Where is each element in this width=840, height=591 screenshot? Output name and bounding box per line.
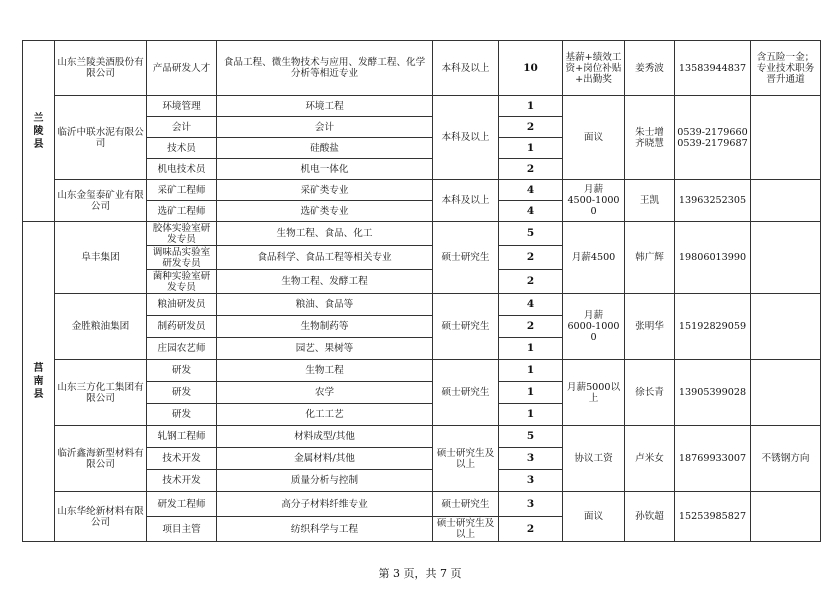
headcount: 1 — [499, 96, 563, 117]
headcount: 1 — [499, 382, 563, 404]
company-name: 临沂中联水泥有限公司 — [55, 96, 147, 180]
headcount: 1 — [499, 338, 563, 360]
position-title: 技术员 — [147, 138, 217, 159]
headcount: 1 — [499, 360, 563, 382]
major-requirement: 选矿类专业 — [217, 201, 433, 222]
contact-person: 卢米女 — [625, 426, 675, 492]
education-requirement: 本科及以上 — [433, 41, 499, 96]
remark — [751, 360, 821, 426]
company-name: 山东兰陵美酒股份有限公司 — [55, 41, 147, 96]
headcount: 2 — [499, 117, 563, 138]
table-row — [23, 426, 821, 448]
major-requirement: 金属材料/其他 — [217, 448, 433, 470]
salary: 面议 — [563, 492, 625, 542]
education-requirement: 硕士研究生 — [433, 360, 499, 426]
education-requirement: 硕士研究生 — [433, 294, 499, 360]
major-requirement: 生物工程、发酵工程 — [217, 270, 433, 294]
table-row — [23, 180, 821, 201]
education-requirement: 硕士研究生 — [433, 492, 499, 517]
remark — [751, 222, 821, 294]
position-title: 技术开发 — [147, 448, 217, 470]
table-row — [23, 41, 821, 96]
page-number: 第 3 页，共 7 页 — [378, 567, 462, 580]
position-title: 会计 — [147, 117, 217, 138]
position-title: 胶体实验室研发专员 — [147, 222, 217, 246]
headcount: 3 — [499, 448, 563, 470]
headcount: 2 — [499, 316, 563, 338]
table-row — [23, 96, 821, 117]
headcount: 4 — [499, 294, 563, 316]
headcount: 2 — [499, 270, 563, 294]
major-requirement: 食品工程、微生物技术与应用、发酵工程、化学分析等相近专业 — [217, 41, 433, 96]
position-title: 选矿工程师 — [147, 201, 217, 222]
major-requirement: 生物制药等 — [217, 316, 433, 338]
education-requirement: 硕士研究生及以上 — [433, 517, 499, 542]
position-title: 庄园农艺师 — [147, 338, 217, 360]
major-requirement: 园艺、果树等 — [217, 338, 433, 360]
remark: 含五险一金；专业技术职务晋升通道 — [751, 41, 821, 96]
major-requirement: 粮油、食品等 — [217, 294, 433, 316]
salary: 月薪 6000-10000 — [563, 294, 625, 360]
headcount: 3 — [499, 492, 563, 517]
major-requirement: 生物工程、食品、化工 — [217, 222, 433, 246]
contact-person: 韩广辉 — [625, 222, 675, 294]
position-title: 产品研发人才 — [147, 41, 217, 96]
headcount: 2 — [499, 246, 563, 270]
recruitment-table — [22, 40, 821, 542]
major-requirement: 生物工程 — [217, 360, 433, 382]
table-row — [23, 294, 821, 316]
major-requirement: 食品科学、食品工程等相关专业 — [217, 246, 433, 270]
table-row — [23, 360, 821, 382]
contact-phone: 13963252305 — [675, 180, 751, 222]
company-name: 山东三方化工集团有限公司 — [55, 360, 147, 426]
position-title: 研发 — [147, 360, 217, 382]
headcount: 1 — [499, 138, 563, 159]
contact-person: 徐长青 — [625, 360, 675, 426]
salary: 月薪4500 — [563, 222, 625, 294]
contact-phone: 15253985827 — [675, 492, 751, 542]
table-row — [23, 492, 821, 517]
contact-phone: 13583944837 — [675, 41, 751, 96]
position-title: 粮油研发员 — [147, 294, 217, 316]
major-requirement: 质量分析与控制 — [217, 470, 433, 492]
major-requirement: 材料成型/其他 — [217, 426, 433, 448]
contact-person: 王凯 — [625, 180, 675, 222]
position-title: 采矿工程师 — [147, 180, 217, 201]
position-title: 研发 — [147, 404, 217, 426]
salary: 月薪5000以上 — [563, 360, 625, 426]
position-title: 菌种实验室研发专员 — [147, 270, 217, 294]
headcount: 1 — [499, 404, 563, 426]
contact-phone: 0539-2179660 0539-2179687 — [675, 96, 751, 180]
company-name: 山东华纶新材料有限公司 — [55, 492, 147, 542]
headcount: 10 — [499, 41, 563, 96]
county-cell: 莒 南 县 — [23, 222, 55, 542]
company-name: 临沂鑫海新型材料有限公司 — [55, 426, 147, 492]
county-cell: 兰 陵 县 — [23, 41, 55, 222]
position-title: 轧钢工程师 — [147, 426, 217, 448]
contact-phone: 15192829059 — [675, 294, 751, 360]
headcount: 4 — [499, 180, 563, 201]
major-requirement: 会计 — [217, 117, 433, 138]
major-requirement: 硅酸盐 — [217, 138, 433, 159]
company-name: 金胜粮油集团 — [55, 294, 147, 360]
position-title: 研发 — [147, 382, 217, 404]
remark: 不锈钢方向 — [751, 426, 821, 492]
headcount: 2 — [499, 159, 563, 180]
position-title: 项目主管 — [147, 517, 217, 542]
headcount: 2 — [499, 517, 563, 542]
headcount: 3 — [499, 470, 563, 492]
remark — [751, 180, 821, 222]
table-row — [23, 222, 821, 246]
headcount: 4 — [499, 201, 563, 222]
remark — [751, 492, 821, 542]
major-requirement: 高分子材料纤维专业 — [217, 492, 433, 517]
contact-phone: 18769933007 — [675, 426, 751, 492]
company-name: 山东金玺泰矿业有限公司 — [55, 180, 147, 222]
major-requirement: 采矿类专业 — [217, 180, 433, 201]
salary: 协议工资 — [563, 426, 625, 492]
major-requirement: 环境工程 — [217, 96, 433, 117]
contact-person: 孙钦超 — [625, 492, 675, 542]
education-requirement: 本科及以上 — [433, 96, 499, 180]
salary: 基薪+绩效工资+岗位补贴+出勤奖 — [563, 41, 625, 96]
headcount: 5 — [499, 222, 563, 246]
contact-person: 朱士增 齐晓慧 — [625, 96, 675, 180]
position-title: 机电技术员 — [147, 159, 217, 180]
education-requirement: 硕士研究生及以上 — [433, 426, 499, 492]
remark — [751, 294, 821, 360]
position-title: 研发工程师 — [147, 492, 217, 517]
contact-person: 姜秀波 — [625, 41, 675, 96]
contact-phone: 19806013990 — [675, 222, 751, 294]
position-title: 技术开发 — [147, 470, 217, 492]
position-title: 制药研发员 — [147, 316, 217, 338]
major-requirement: 机电一体化 — [217, 159, 433, 180]
position-title: 环境管理 — [147, 96, 217, 117]
headcount: 5 — [499, 426, 563, 448]
position-title: 调味品实验室研发专员 — [147, 246, 217, 270]
salary: 月薪 4500-10000 — [563, 180, 625, 222]
company-name: 阜丰集团 — [55, 222, 147, 294]
major-requirement: 化工工艺 — [217, 404, 433, 426]
education-requirement: 本科及以上 — [433, 180, 499, 222]
education-requirement: 硕士研究生 — [433, 222, 499, 294]
major-requirement: 农学 — [217, 382, 433, 404]
major-requirement: 纺织科学与工程 — [217, 517, 433, 542]
salary: 面议 — [563, 96, 625, 180]
contact-phone: 13905399028 — [675, 360, 751, 426]
remark — [751, 96, 821, 180]
contact-person: 张明华 — [625, 294, 675, 360]
